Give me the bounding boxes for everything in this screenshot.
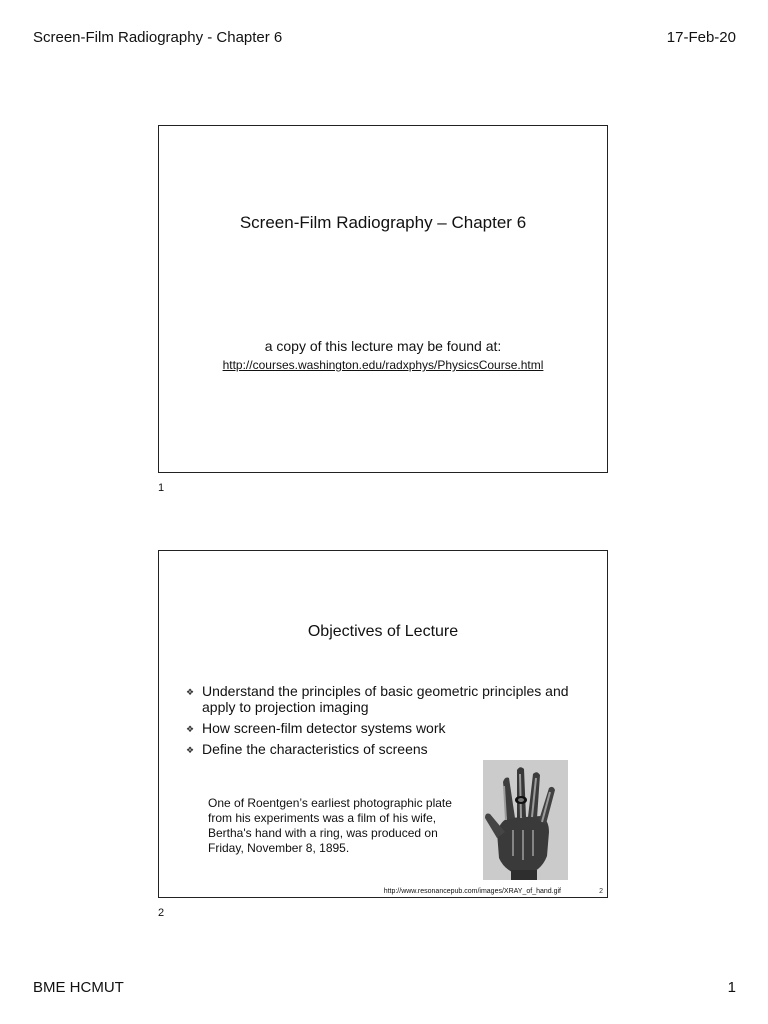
xray-hand-image [483, 760, 568, 880]
image-source-link[interactable]: http://www.resonancepub.com/images/XRAY_of_hand.gif [383, 888, 561, 895]
document-date: 17-Feb-20 [666, 29, 736, 46]
footer-organization: BME HCMUT [33, 979, 124, 996]
slide-1 [158, 125, 608, 473]
lecture-link[interactable]: http://courses.washington.edu/radxphys/PhysicsCourse.html [222, 358, 544, 372]
objective-item [185, 741, 585, 757]
document-title: Screen-Film Radiography - Chapter 6 [33, 29, 283, 46]
objective-text: How screen-film detector systems work [202, 720, 446, 736]
slide-1-number: 1 [158, 482, 165, 494]
slide-1-title: Screen-Film Radiography – Chapter 6 [239, 213, 527, 232]
objective-item [185, 720, 585, 736]
diamond-bullet-icon: ❖ [186, 745, 195, 755]
objective-text: Define the characteristics of screens [202, 741, 428, 757]
slide-2-number: 2 [158, 907, 165, 919]
diamond-bullet-icon: ❖ [186, 724, 195, 734]
xray-hand-icon [483, 760, 568, 880]
objective-item [185, 683, 585, 715]
footer-page-number: 1 [727, 979, 736, 996]
objectives-list [185, 683, 585, 762]
objective-text: Understand the principles of basic geometric principles and apply to projection imaging [202, 683, 569, 715]
slide-2-title: Objectives of Lecture [307, 623, 459, 640]
slide-2 [158, 550, 608, 898]
diamond-bullet-icon: ❖ [186, 687, 195, 697]
xray-caption: One of Roentgen’s earliest photographic plate from his experiments was a film of his wife, Bertha's hand with a ring, was produced on Friday, November 8, 1895. [208, 796, 452, 855]
slide-1-copy-text: a copy of this lecture may be found at: [264, 338, 502, 354]
slide-2-inner-number: 2 [599, 888, 603, 895]
